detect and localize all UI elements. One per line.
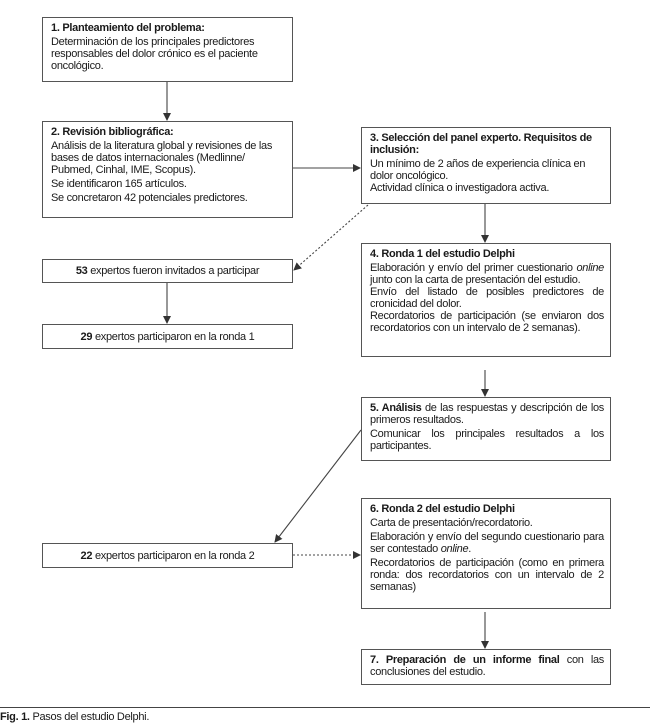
- step-4-title: 4. Ronda 1 del estudio Delphi: [370, 248, 515, 260]
- round2-experts-box: [42, 543, 293, 568]
- step-4-text-1: [370, 262, 604, 286]
- text-bold: 7. Preparación de un informe final: [370, 654, 560, 666]
- arrow-3-invited: [294, 205, 368, 270]
- step-1-box: [42, 17, 293, 82]
- step-5-box: [361, 397, 611, 461]
- text: con las conclusiones del estudio.: [370, 654, 604, 678]
- step-5-text-2: Comunicar los principales resultados a los participantes.: [370, 428, 604, 452]
- step-2-articles: Se identificaron 165 artículos.: [51, 178, 187, 190]
- step-2-predictors: Se concretaron 42 potenciales predictores.: [51, 192, 248, 204]
- invited-text: [76, 265, 259, 277]
- step-3-title: 3. Selección del panel experto. Requisitos de inclusión:: [370, 132, 592, 156]
- step-6-box: [361, 498, 611, 609]
- step-2-title: 2. Revisión bibliográfica:: [51, 126, 174, 138]
- step-4-text-3: Recordatorios de participación (se enviaron dos recordatorios con un intervalo de 2 semanas).: [370, 310, 604, 334]
- text: .: [468, 543, 472, 555]
- step-4-text-2: Envío del listado de posibles predictores de cronicidad del dolor.: [370, 286, 604, 310]
- step-6-text-1: Carta de presentación/recordatorio.: [370, 517, 533, 529]
- text: junto con la carta de presentación del estudio.: [370, 274, 581, 286]
- step-3-req-1: Un mínimo de 2 años de experiencia clínica en dolor oncológico.: [370, 158, 586, 182]
- step-1-title: 1. Planteamiento del problema:: [51, 22, 205, 34]
- round2-count: 22: [80, 549, 93, 562]
- text: Elaboración y envío del segundo cuestionario para ser contestado: [370, 531, 604, 555]
- arrow-5-round2: [275, 430, 361, 542]
- text-italic: online: [440, 543, 469, 555]
- caption-label: Fig. 1.: [0, 711, 30, 723]
- round1-text: [81, 331, 255, 343]
- step-7-box: [361, 649, 611, 685]
- step-2-text: Análisis de la literatura global y revisiones de las bases de datos internacionales (Medlinne/ Pubmed, Cinhal, IME, Scopus).: [51, 140, 273, 176]
- step-5-text-1: [370, 402, 604, 426]
- text: Elaboración y envío del primer cuestionario: [370, 262, 577, 274]
- round1-experts-box: [42, 324, 293, 349]
- invited-experts-box: [42, 259, 293, 283]
- step-3-req-2: Actividad clínica o investigadora activa.: [370, 182, 550, 194]
- step-7-text: [370, 654, 604, 678]
- round2-text: [81, 550, 255, 562]
- text-bold: 5. Análisis: [370, 402, 422, 414]
- caption-text: Pasos del estudio Delphi.: [29, 711, 150, 723]
- step-6-text-3: Recordatorios de participación (como en primera ronda: dos recordatorios con un intervalo de 2 semanas): [370, 557, 604, 593]
- step-6-text-2: [370, 531, 604, 555]
- text-italic: online: [576, 262, 604, 274]
- caption-divider: [0, 707, 650, 708]
- round1-count: 29: [80, 330, 93, 343]
- step-6-title: 6. Ronda 2 del estudio Delphi: [370, 503, 515, 515]
- step-3-box: [361, 127, 611, 204]
- invited-count: 53: [75, 265, 88, 277]
- text: expertos participaron en la ronda 2: [92, 549, 255, 562]
- figure-caption: [0, 711, 149, 723]
- text: expertos participaron en la ronda 1: [92, 330, 255, 343]
- text: expertos fueron invitados a participar: [87, 265, 260, 277]
- step-4-box: [361, 243, 611, 357]
- text: de las respuestas y descripción de los primeros resultados.: [370, 402, 604, 426]
- step-1-text: Determinación de los principales predictores responsables del dolor crónico es el paciente oncológico.: [51, 36, 258, 72]
- step-2-box: [42, 121, 293, 218]
